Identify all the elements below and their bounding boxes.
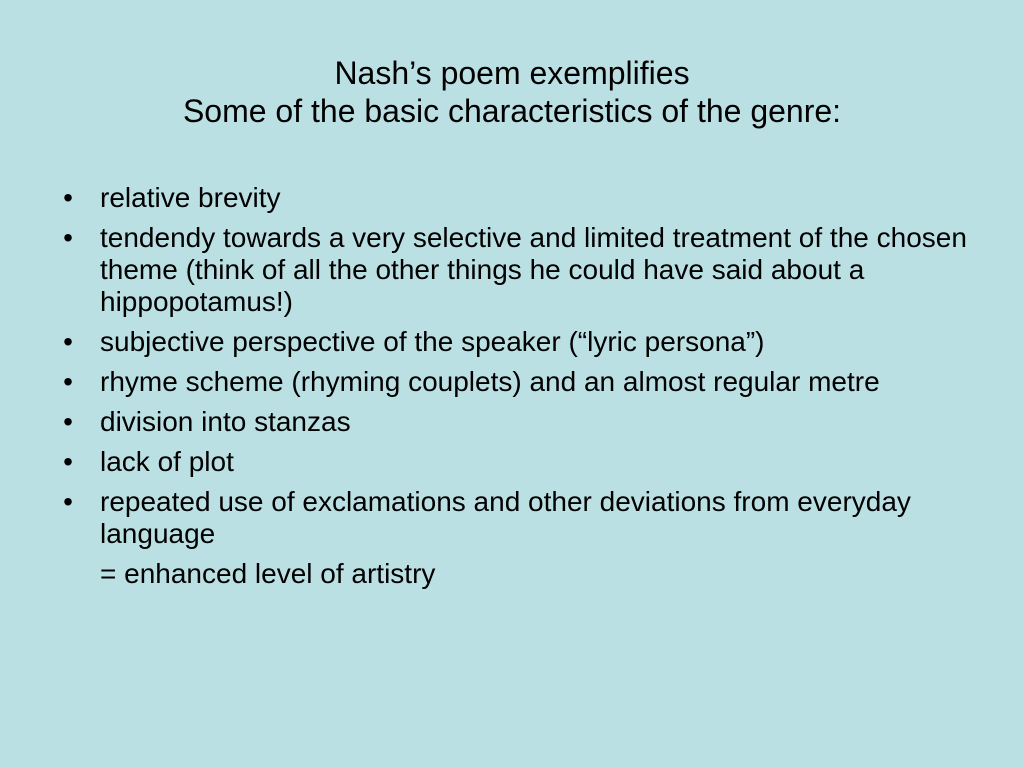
bullet-item-stanzas — [58, 406, 978, 438]
bullet-item-plot — [58, 446, 978, 478]
slide-title-line-1: Nash’s poem exemplifies — [334, 55, 690, 91]
bullet-list — [58, 182, 978, 590]
bullet-text: division into stanzas — [100, 406, 351, 437]
slide-title-line-2: Some of the basic characteristics of the genre: — [182, 93, 842, 129]
bullet-dot-icon: • — [63, 222, 73, 253]
conclusion-line: = enhanced level of artistry — [100, 558, 436, 589]
bullet-item-brevity — [58, 182, 978, 214]
slide-title — [0, 54, 1024, 130]
bullet-item-selective-treatment — [58, 222, 978, 318]
bullet-dot-icon: • — [63, 406, 73, 437]
bullet-text: rhyme scheme (rhyming couplets) and an almost regular metre — [100, 366, 880, 397]
bullet-text: lack of plot — [100, 446, 234, 477]
bullet-item-rhyme-scheme — [58, 366, 978, 398]
bullet-dot-icon: • — [63, 446, 73, 477]
bullet-text: subjective perspective of the speaker (“lyric persona”) — [100, 326, 765, 357]
bullet-dot-icon: • — [63, 486, 73, 517]
bullet-text: repeated use of exclamations and other deviations from everyday language — [100, 486, 911, 549]
bullet-dot-icon: • — [63, 366, 73, 397]
bullet-item-subjective-perspective — [58, 326, 978, 358]
bullet-item-exclamations — [58, 486, 978, 550]
bullet-text: relative brevity — [100, 182, 281, 213]
bullet-dot-icon: • — [63, 326, 73, 357]
bullet-text: tendendy towards a very selective and limited treatment of the chosen theme (think of all the other things he could have said about a hippopotamus!) — [100, 222, 967, 317]
bullet-dot-icon: • — [63, 182, 73, 213]
